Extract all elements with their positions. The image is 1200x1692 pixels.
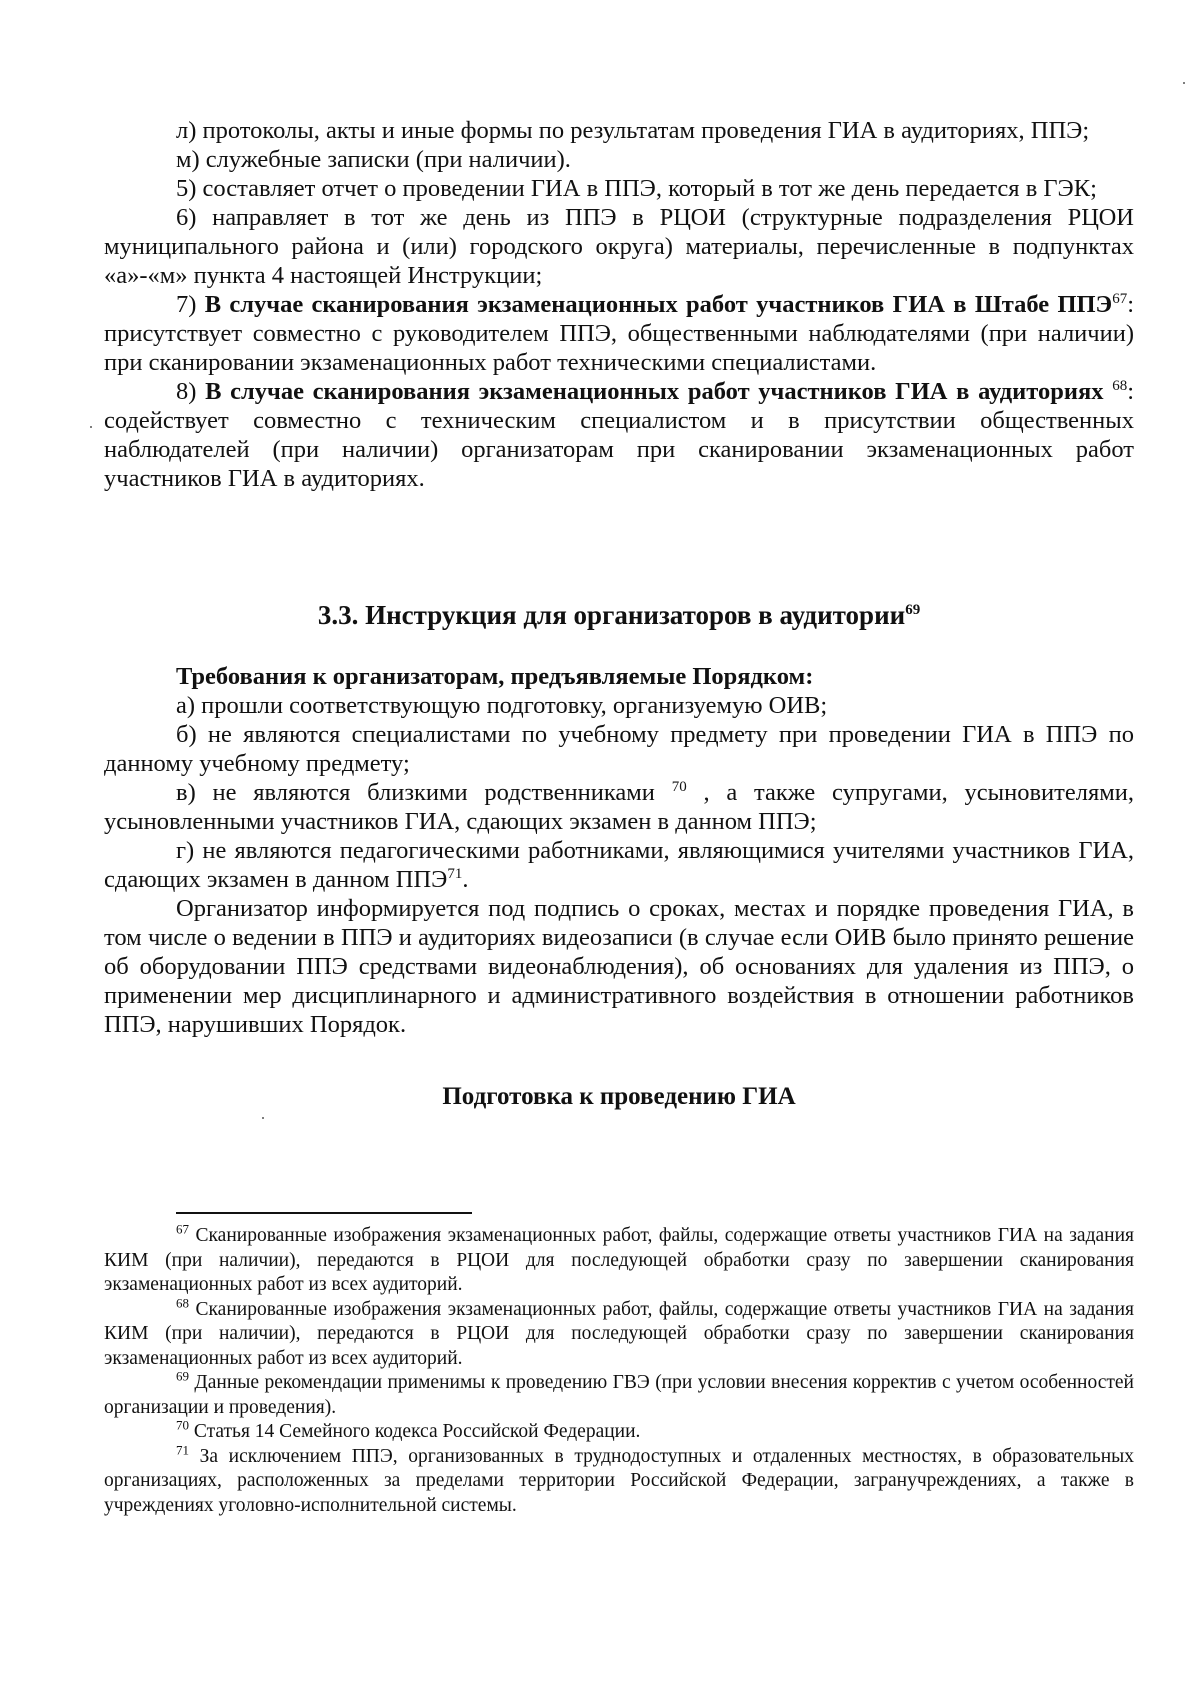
footnote-number: 69	[176, 1368, 189, 1384]
footnote-separator	[176, 1212, 472, 1214]
requirements-heading-text: Требования к организаторам, предъявляемые Порядком:	[176, 663, 814, 690]
requirement-v-text: в) не являются близкими родственниками	[176, 779, 672, 806]
item-7-bold: В случае сканирования экзаменационных работ участников ГИА в Штабе ППЭ	[204, 291, 1113, 318]
requirement-b: б) не являются специалистами по учебному предмету при проведении ГИА в ППЭ по данному учебному предмету;	[104, 721, 1134, 777]
item-m: м) служебные записки (при наличии).	[176, 146, 571, 173]
item-8-text: : содействует совместно с техническим специалистом и в присутствии общественных наблюдателей (при наличии) организаторам при сканировании экзаменационных работ участников ГИА в аудиториях.	[104, 378, 1134, 492]
footnote-text: За исключением ППЭ, организованных в труднодоступных и отдаленных местностях, в образовательных организациях, расположенных за пределами территории Российской Федерации, загранучреждениях, а также в учреждениях уголовно-исполнительной системы.	[104, 1445, 1134, 1516]
footnote-71	[104, 1442, 1134, 1519]
footnote-number: 70	[176, 1417, 189, 1433]
requirements-heading	[104, 662, 1134, 691]
subheading: Подготовка к проведению ГИА	[442, 1083, 796, 1110]
footnotes	[104, 1221, 1134, 1518]
item-7-text: : присутствует совместно с руководителем ППЭ, общественными наблюдателями (при наличии) при сканировании экзаменационных работ техническими специалистами.	[104, 291, 1134, 376]
footnote-68	[104, 1295, 1134, 1372]
scan-speck	[262, 1117, 264, 1119]
body-text-top	[104, 116, 1134, 493]
organizer-paragraph: Организатор информируется под подпись о сроках, местах и порядке проведения ГИА, в том числе о ведении в ППЭ и аудиториях видеозаписи (в случае если ОИВ было принято решение об оборудовании ППЭ средствами видеонаблюдения), об основаниях для удаления из ППЭ, о применении мер дисциплинарного и административного воздействия в отношении работников ППЭ, нарушивших Порядок.	[104, 895, 1134, 1038]
footnote-text: Данные рекомендации применимы к проведению ГВЭ (при условии внесения корректив с учетом особенностей организации и проведения).	[104, 1372, 1134, 1418]
item-l: л) протоколы, акты и иные формы по результатам проведения ГИА в аудиториях, ППЭ;	[176, 117, 1090, 144]
footnote-67	[104, 1221, 1134, 1298]
item-5: 5) составляет отчет о проведении ГИА в ППЭ, который в тот же день передается в ГЭК;	[176, 175, 1097, 202]
item-8-bold: В случае сканирования экзаменационных работ участников ГИА в аудиториях	[205, 378, 1113, 405]
requirement-v-text-2: , а также супругами, усыновителями, усыновленными участников ГИА, сдающих экзамен в данном ППЭ;	[104, 779, 1134, 835]
footnote-number: 67	[176, 1221, 189, 1237]
section-heading-text: 3.3. Инструкция для организаторов в аудитории	[317, 600, 906, 630]
footnote-ref-71[interactable]: 71	[447, 865, 463, 882]
footnote-text: Сканированные изображения экзаменационных работ, файлы, содержащие ответы участников ГИА на задания КИМ (при наличии), передаются в РЦОИ для последующей обработки сразу по завершении сканирования экзаменационных работ из всех аудиторий.	[104, 1298, 1134, 1369]
footnote-ref-68[interactable]: 68	[1112, 377, 1128, 394]
item-8	[104, 377, 1134, 493]
section-heading	[104, 598, 1134, 632]
requirement-v	[104, 778, 1134, 836]
item-8-number: 8)	[176, 378, 206, 405]
footnote-number: 68	[176, 1295, 189, 1310]
footnote-text: Статья 14 Семейного кодекса Российской Федерации.	[189, 1421, 641, 1442]
requirement-g-end: .	[462, 866, 469, 893]
footnote-ref-69[interactable]: 69	[905, 602, 921, 618]
item-6: 6) направляет в тот же день из ППЭ в РЦОИ (структурные подразделения РЦОИ муниципального района и (или) городского округа) материалы, перечисленные в подпунктах «а»-«м» пункта 4 настоящей Инструкции;	[104, 204, 1134, 289]
footnote-69	[104, 1368, 1134, 1420]
footnote-number: 71	[176, 1442, 189, 1457]
scan-speck	[1183, 82, 1185, 84]
footnote-70	[104, 1417, 1134, 1445]
footnote-ref-67[interactable]: 67	[1112, 290, 1128, 307]
scan-speck	[90, 426, 92, 428]
footnote-ref-70[interactable]: 70	[671, 778, 687, 795]
item-7-number: 7)	[176, 291, 205, 318]
requirement-g-text: г) не являются педагогическими работниками, являющимися учителями участников ГИА, сдающих экзамен в данном ППЭ	[104, 837, 1134, 893]
requirements-block	[104, 662, 1134, 1039]
requirement-a: а) прошли соответствующую подготовку, организуемую ОИВ;	[176, 692, 828, 719]
requirement-g	[104, 836, 1134, 894]
footnote-text: Сканированные изображения экзаменационных работ, файлы, содержащие ответы участников ГИА на задания КИМ (при наличии), передаются в РЦОИ для последующей обработки сразу по завершении сканирования экзаменационных работ из всех аудиторий.	[104, 1225, 1134, 1295]
item-7	[104, 290, 1134, 377]
